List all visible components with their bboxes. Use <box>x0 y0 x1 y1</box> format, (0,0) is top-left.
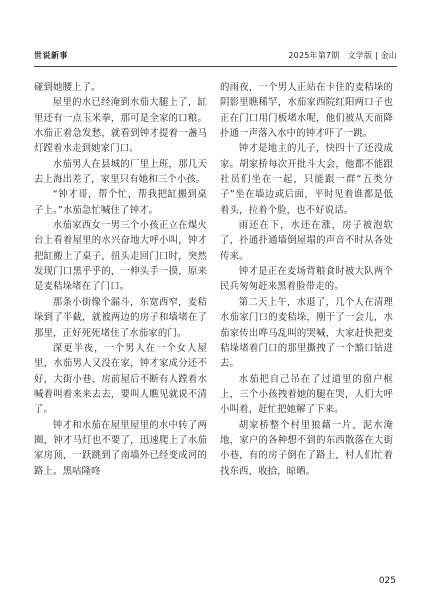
paragraph: 水茄男人在县城的厂里上班，那几天去上海出差了，家里只有她和三个小孩。 <box>34 158 207 186</box>
paragraph: 深更半夜，一个男人在一个女人屋里，水茄男人又没在家，钟才家成分还不好，大街小巷、房前屋后不断有人蹚着水喊着叫着来来去去，要叫人瞧见就说不清了。 <box>34 342 207 416</box>
paragraph: 水茄家西女一男三个小孩正立在煤火台上看着屋里的水兴奋地大呼小叫，钟才把缸搬上了桌子，扭头走回门口时，突然发现门口黑乎乎的，一伸头手一摸，原来是麦秸垛堵在了门口。 <box>34 220 207 293</box>
issue-info: 2025年第7期 文学版 | 金山 <box>288 50 397 60</box>
paragraph: 水茄把自己吊在了过道里的窗户框上，三个小孩拽着她的腿在哭，人们大呼小叫着，赶忙把她解了下来。 <box>220 373 393 416</box>
right-column <box>220 80 393 479</box>
page-header <box>34 48 397 62</box>
paragraph: 钟才和水茄在屋里屋里的水中转了两圈，钟才马灯也不要了，迅速爬上了水茄家房顶，一跃跳到了南墙外已经变成河的路上。黑咕隆咚 <box>34 419 207 477</box>
paragraph: 钟才是地主的儿子，快四十了还没成家。胡家桥每次开批斗大会，他都不能跟社员们坐在一起，只能跟一群“五类分子”坐在墙边或后面，平时见着谁都是低着头，拉着个脸，也不好说话。 <box>220 143 393 216</box>
left-column <box>34 80 207 479</box>
paragraph: 钟才是正在麦场背粮食时被大队两个民兵匆匆赶来黑着脸带走的。 <box>220 266 393 293</box>
header-rule <box>34 66 397 67</box>
page-number: 025 <box>378 576 396 586</box>
paragraph: 的雨夜，一个男人正站在卡住的麦秸垛的阴影里瞧稀罕，水茄家西院红阳两口子也正在门口用门板堵水呢，他们被从天而降扑通一声落入水中的钟才吓了一跳。 <box>220 82 393 140</box>
paragraph: 第二天上午，水退了，几个人在清理水茄家门口的麦秸垛，刚干了一会儿，水茄家传出哗马乱叫的哭喊，大家赶快把麦秸垛堵着门口的那里撕拽了一个豁口钻进去。 <box>220 296 393 370</box>
paragraph: “钟才哥，帮个忙，帮我把缸搬到桌子上。”水茄急忙喊住了钟才。 <box>34 189 207 216</box>
paragraph: 那条小街像个漏斗，东宽西窄，麦秸垛到了半截，就被两边的房子和墙堵在了那里，正好死死堵住了水茄家的门。 <box>34 296 207 339</box>
paragraph: 雨还在下，水还在涨，房子被泡软了，扑通扑通墙倒屋塌的声音不时从各处传来。 <box>220 220 393 262</box>
publication-name: 世说新事 <box>34 50 68 60</box>
paragraph: 碰到她腰上了。 <box>34 82 101 93</box>
paragraph: 屋里的水已经淹到水茄大腿上了，缸里还有一点玉米拳，那可是全家的口粮。水茄正着急发愁，就看到钟才提着一盏马灯蹚着水走到她家门口。 <box>34 97 207 155</box>
paragraph: 胡家桥整个村里狼藉一片，泥水淹地，家户的各种想不到的东西散落在大街小巷，有的房子倒在了路上，村人们忙着找东西，收拾，晾晒。 <box>220 419 393 477</box>
